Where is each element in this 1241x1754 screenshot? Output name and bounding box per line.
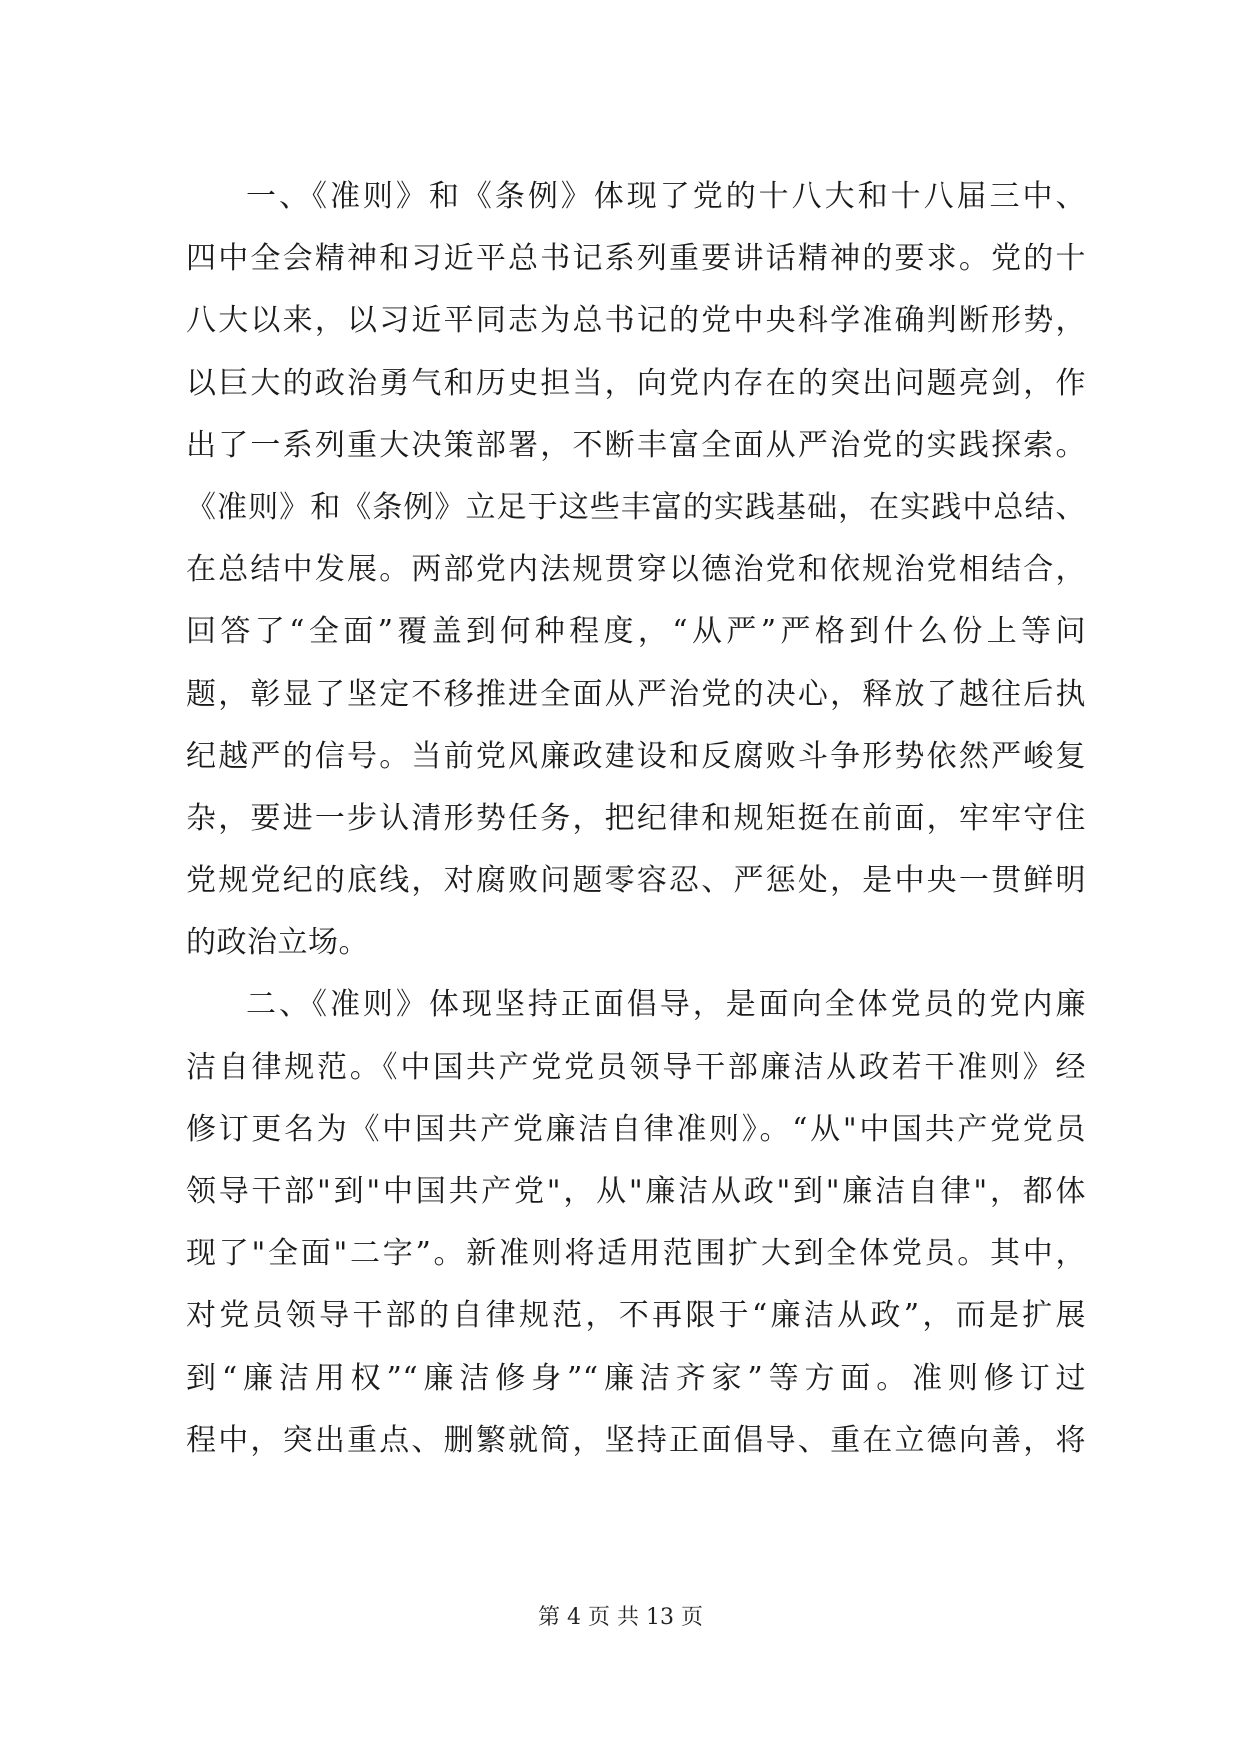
page-footer: [0, 1600, 1241, 1631]
paragraph-2-line-5: 现了"全面"二字”。新准则将适用范围扩大到全体党员。其中，: [186, 1236, 1086, 1272]
paragraph-2-line-7: 到“廉洁用权”“廉洁修身”“廉洁齐家”等方面。准则修订过: [186, 1360, 1086, 1396]
paragraph-1-line-13: 的政治立场。: [186, 925, 369, 961]
paragraph-1-line-6: 《准则》和《条例》立足于这些丰富的实践基础，在实践中总结、: [186, 489, 1086, 525]
page-number-label: 第 4 页 共 13 页: [538, 1605, 703, 1630]
paragraph-1-line-5: 出了一系列重大决策部署，不断丰富全面从严治党的实践探索。: [186, 427, 1086, 463]
paragraph-1-line-2: 四中全会精神和习近平总书记系列重要讲话精神的要求。党的十: [186, 241, 1086, 277]
paragraph-1-line-12: 党规党纪的底线，对腐败问题零容忍、严惩处，是中央一贯鲜明: [186, 863, 1086, 899]
paragraph-2-line-3: 修订更名为《中国共产党廉洁自律准则》。“从"中国共产党党员: [186, 1111, 1086, 1147]
paragraph-2-line-4: 领导干部"到"中国共产党"，从"廉洁从政"到"廉洁自律"，都体: [186, 1174, 1086, 1209]
paragraph-2-line-2: 洁自律规范。《中国共产党党员领导干部廉洁从政若干准则》经: [186, 1049, 1086, 1085]
paragraph-1-line-4: 以巨大的政治勇气和历史担当，向党内存在的突出问题亮剑，作: [186, 365, 1086, 401]
paragraph-1-line-3: 八大以来，以习近平同志为总书记的党中央科学准确判断形势，: [186, 303, 1086, 339]
paragraph-2-line-1: 二、《准则》体现坚持正面倡导，是面向全体党员的党内廉: [246, 987, 1086, 1023]
paragraph-1-line-11: 杂，要进一步认清形势任务，把纪律和规矩挺在前面，牢牢守住: [186, 800, 1086, 836]
paragraph-1-line-9: 题，彰显了坚定不移推进全面从严治党的决心，释放了越往后执: [186, 676, 1086, 712]
paragraph-2-line-8: 程中，突出重点、删繁就简，坚持正面倡导、重在立德向善，将: [186, 1422, 1086, 1458]
paragraph-2-line-6: 对党员领导干部的自律规范，不再限于“廉洁从政”，而是扩展: [186, 1298, 1086, 1334]
paragraph-1-line-8: 回答了“全面”覆盖到何种程度，“从严”严格到什么份上等问: [186, 614, 1086, 650]
paragraph-1-line-7: 在总结中发展。两部党内法规贯穿以德治党和依规治党相结合，: [186, 552, 1086, 588]
paragraph-1-line-10: 纪越严的信号。当前党风廉政建设和反腐败斗争形势依然严峻复: [186, 738, 1086, 774]
paragraph-1-line-1: 一、《准则》和《条例》体现了党的十八大和十八届三中、: [246, 179, 1086, 214]
document-body: [186, 166, 1086, 1472]
